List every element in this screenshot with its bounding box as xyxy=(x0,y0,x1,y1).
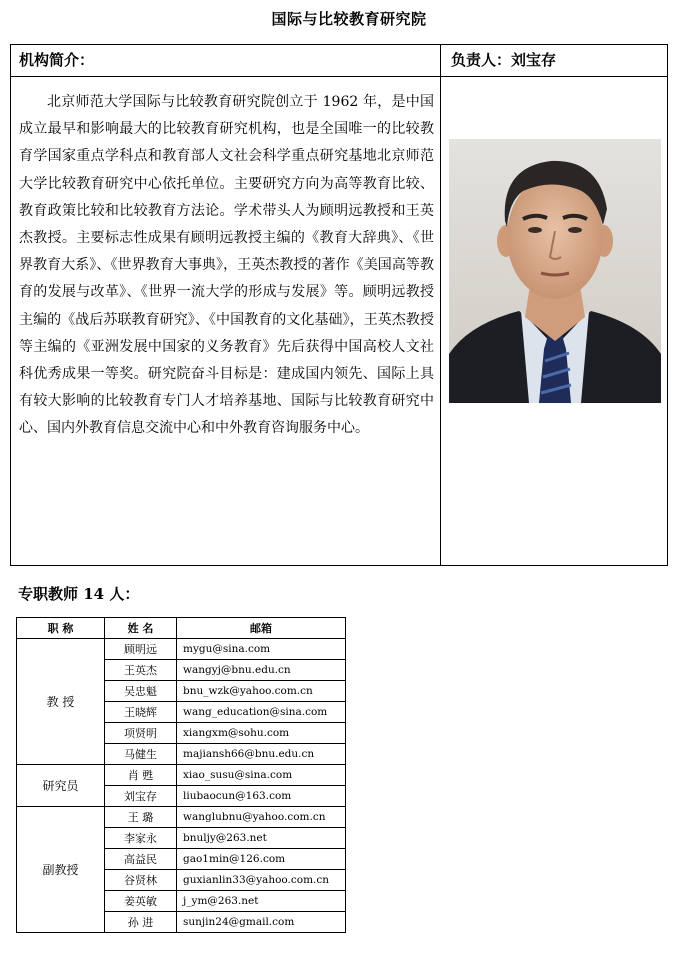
staff-email[interactable]: j_ym@263.net xyxy=(177,891,346,912)
table-row xyxy=(17,639,346,660)
staff-email[interactable]: wang_education@sina.com xyxy=(177,702,346,723)
staff-name: 肖 甦 xyxy=(105,765,177,786)
header-name: 姓 名 xyxy=(105,618,177,639)
intro-body-row xyxy=(11,77,667,565)
table-row xyxy=(17,807,346,828)
staff-email[interactable]: mygu@sina.com xyxy=(177,639,346,660)
director-label: 负责人：刘宝存 xyxy=(451,51,557,69)
staff-count-title: 专职教师 14 人： xyxy=(18,585,140,603)
staff-email[interactable]: majiansh66@bnu.edu.cn xyxy=(177,744,346,765)
intro-paragraph: 北京师范大学国际与比较教育研究院创立于 1962 年，是中国成立最早和影响最大的比较教育研究机构，也是全国唯一的比较教育学国家重点学科点和教育部人文社会科学重点研究基地北京师范大学比较教育研究中心依托单位。主要研究方向为高等教育比较、教育政策比较和比较教育方法论。学术带头人为顾明远教授和王英杰教授。主要标志性成果有顾明远教授主编的《教育大辞典》、《世界教育大系》、《世界教育大事典》，王英杰教授的著作《美国高等教育的发展与改革》、《世界一流大学的形成与发展》等。顾明远教授主编的《战后苏联教育研究》、《中国教育的文化基础》，王英杰教授等主编的《亚洲发展中国家的义务教育》先后获得中国高校人文社科优秀成果一等奖。研究院奋斗目标是：建成国内领先、国际上具有较大影响的比较教育专门人才培养基地、国际与比较教育研究中心、国内外教育信息交流中心和中外教育咨询服务中心。 xyxy=(11,77,441,565)
staff-email[interactable]: bnu_wzk@yahoo.com.cn xyxy=(177,681,346,702)
document-title: 国际与比较教育研究院 xyxy=(271,10,427,28)
staff-email[interactable]: wangyj@bnu.edu.cn xyxy=(177,660,346,681)
staff-name: 刘宝存 xyxy=(105,786,177,807)
staff-name: 李家永 xyxy=(105,828,177,849)
staff-table-header xyxy=(17,618,346,639)
staff-email[interactable]: wanglubnu@yahoo.com.cn xyxy=(177,807,346,828)
director-photo xyxy=(449,139,661,403)
staff-name: 王英杰 xyxy=(105,660,177,681)
staff-email[interactable]: sunjin24@gmail.com xyxy=(177,912,346,933)
rank-cell-professor: 教 授 xyxy=(17,639,105,765)
intro-table xyxy=(10,44,668,566)
table-row xyxy=(17,765,346,786)
staff-email[interactable]: xiao_susu@sina.com xyxy=(177,765,346,786)
staff-name: 孙 进 xyxy=(105,912,177,933)
staff-name: 马健生 xyxy=(105,744,177,765)
header-rank: 职 称 xyxy=(17,618,105,639)
staff-email[interactable]: gao1min@126.com xyxy=(177,849,346,870)
rank-cell-associate-professor: 副教授 xyxy=(17,807,105,933)
staff-name: 高益民 xyxy=(105,849,177,870)
staff-email[interactable]: bnuljy@263.net xyxy=(177,828,346,849)
header-email: 邮箱 xyxy=(177,618,346,639)
staff-email[interactable]: xiangxm@sohu.com xyxy=(177,723,346,744)
staff-email[interactable]: guxianlin33@yahoo.com.cn xyxy=(177,870,346,891)
staff-name: 吴忠魁 xyxy=(105,681,177,702)
staff-name: 顾明远 xyxy=(105,639,177,660)
rank-cell-researcher: 研究员 xyxy=(17,765,105,807)
intro-header-row xyxy=(11,45,667,77)
staff-email[interactable]: liubaocun@163.com xyxy=(177,786,346,807)
staff-name: 王 璐 xyxy=(105,807,177,828)
staff-name: 王晓辉 xyxy=(105,702,177,723)
staff-name: 谷贤林 xyxy=(105,870,177,891)
intro-header-label: 机构简介： xyxy=(11,45,441,76)
staff-table xyxy=(16,617,346,933)
staff-name: 项贤明 xyxy=(105,723,177,744)
staff-name: 姜英敏 xyxy=(105,891,177,912)
